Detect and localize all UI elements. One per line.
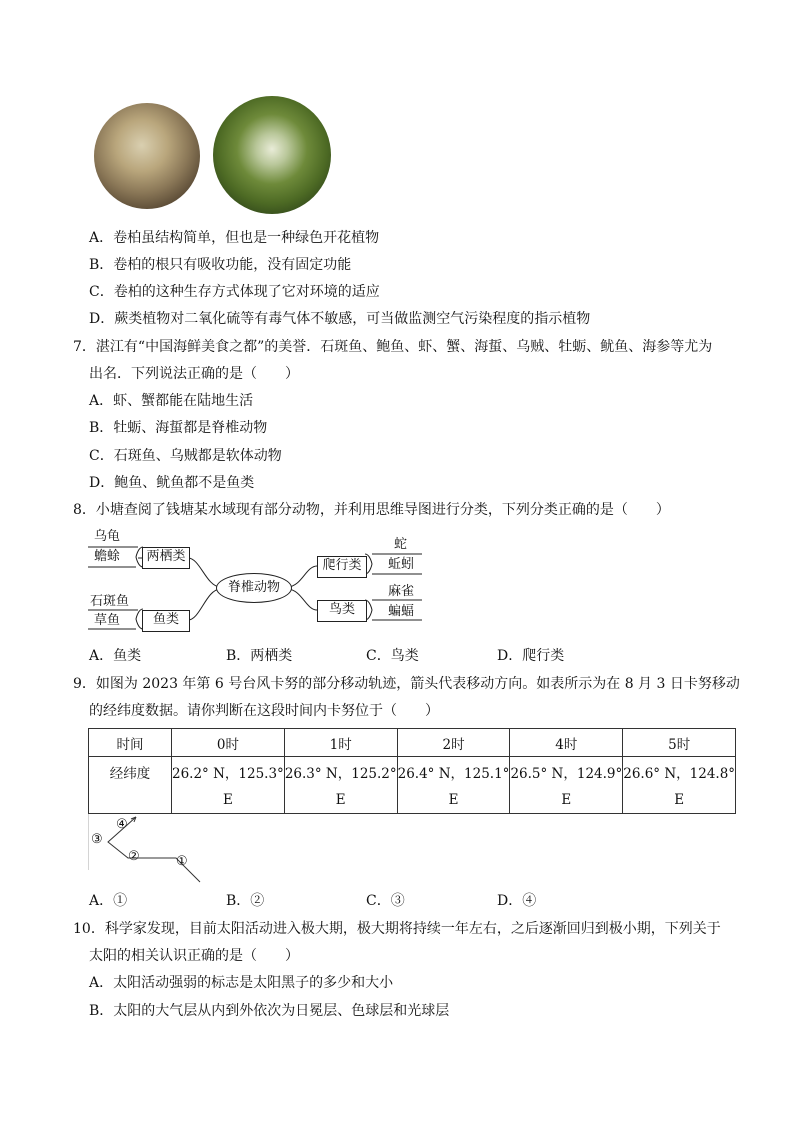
q8-mind-map <box>88 528 428 638</box>
leaf-tortoise: 乌龟 <box>94 529 121 544</box>
leaf-grouper: 石斑鱼 <box>90 594 130 609</box>
table-cell <box>510 757 623 814</box>
category-bird <box>317 600 367 622</box>
q7-option-a: A．虾、蟹都能在陆地生活 <box>89 393 254 409</box>
category-fish <box>142 610 190 632</box>
coord-suffix: E <box>448 792 459 808</box>
category-reptile <box>317 556 367 578</box>
category-amphibian-label: 两栖类 <box>146 549 186 564</box>
mind-map-center-label: 脊椎动物 <box>227 580 280 595</box>
q9-option-b: B．② <box>226 893 265 909</box>
q7-option-b: B．牡蛎、海蜇都是脊椎动物 <box>89 420 268 436</box>
leaf-earthworm: 蚯蚓 <box>388 557 415 572</box>
mind-map-center <box>216 573 292 603</box>
leaf-toad: 蟾蜍 <box>94 549 121 564</box>
q6-option-b: B．卷柏的根只有吸收功能，没有固定功能 <box>89 257 352 273</box>
track-marker-2: ② <box>128 849 140 864</box>
coord-2h: 26.4° N，125.1° <box>397 766 510 782</box>
table-cell <box>172 757 285 814</box>
category-bird-label: 鸟类 <box>328 602 355 617</box>
table-header-4h: 4时 <box>510 729 623 757</box>
q10-option-b: B．太阳的大气层从内到外依次为日冕层、色球层和光球层 <box>89 1003 450 1019</box>
q8-option-b: B．两栖类 <box>226 648 293 664</box>
leaf-bat: 蝙蝠 <box>388 604 415 619</box>
typhoon-track-path <box>88 814 204 886</box>
q9-stem-line1: 9．如图为 2023 年第 6 号台风卡努的部分移动轨迹，箭头代表移动方向。如表所示为在 8 月 3 日卡努移动 <box>73 676 740 692</box>
coord-suffix: E <box>335 792 346 808</box>
coord-suffix: E <box>674 792 685 808</box>
table-cell <box>284 757 397 814</box>
q9-stem-line2: 的经纬度数据。请你判断在这段时间内卡努位于（ ） <box>89 703 439 719</box>
table-row-label <box>89 757 172 814</box>
dry-spikemoss-photo <box>94 103 200 209</box>
coord-suffix: E <box>561 792 572 808</box>
typhoon-coordinate-table <box>88 728 736 814</box>
category-fish-label: 鱼类 <box>152 612 179 627</box>
leaf-sparrow: 麻雀 <box>388 584 415 599</box>
leaf-grass-carp: 草鱼 <box>94 613 121 628</box>
table-cell <box>397 757 510 814</box>
track-marker-3: ③ <box>91 832 103 847</box>
green-spikemoss-photo <box>213 96 331 214</box>
coord-1h: 26.3° N，125.2° <box>284 766 397 782</box>
q7-option-c: C．石斑鱼、乌贼都是软体动物 <box>89 448 282 464</box>
track-marker-1: ① <box>176 854 188 869</box>
q9-option-c: C．③ <box>366 893 405 909</box>
q6-option-a: A．卷柏虽结构简单，但也是一种绿色开花植物 <box>89 230 380 246</box>
q9-option-a: A．① <box>89 893 128 909</box>
coord-4h: 26.5° N，124.9° <box>510 766 623 782</box>
table-header-time: 时间 <box>89 729 172 757</box>
table-header-0h: 0时 <box>172 729 285 757</box>
table-row-label-text: 经纬度 <box>109 766 151 782</box>
coord-0h: 26.2° N，125.3° <box>172 766 284 782</box>
coord-5h: 26.6° N，124.8° <box>623 766 736 782</box>
q6-option-d: D．蕨类植物对二氧化硫等有毒气体不敏感，可当做监测空气污染程度的指示植物 <box>89 311 591 327</box>
q10-stem-line2: 太阳的相关认识正确的是（ ） <box>89 948 299 964</box>
table-header-5h: 5时 <box>623 729 736 757</box>
coord-suffix: E <box>222 792 233 808</box>
category-amphibian <box>142 547 190 569</box>
q6-option-c: C．卷柏的这种生存方式体现了它对环境的适应 <box>89 284 380 300</box>
q7-stem-line2: 出名．下列说法正确的是（ ） <box>89 366 299 382</box>
q8-option-a: A．鱼类 <box>89 648 142 664</box>
q8-option-d: D．爬行类 <box>497 648 565 664</box>
leaf-snake: 蛇 <box>394 537 408 552</box>
table-cell <box>623 757 736 814</box>
table-header-1h: 1时 <box>284 729 397 757</box>
q8-option-c: C．鸟类 <box>366 648 419 664</box>
q7-option-d: D．鲍鱼、鱿鱼都不是鱼类 <box>89 475 255 491</box>
q7-stem-line1: 7．湛江有“中国海鲜美食之都”的美誉．石斑鱼、鲍鱼、虾、蟹、海蜇、乌贼、牡蛎、鱿鱼、海参等尤为 <box>73 339 713 355</box>
q10-stem-line1: 10．科学家发现，目前太阳活动进入极大期，极大期将持续一年左右，之后逐渐回归到极小期，下列关于 <box>73 921 721 937</box>
category-reptile-label: 爬行类 <box>322 558 362 573</box>
table-header-2h: 2时 <box>397 729 510 757</box>
q10-option-a: A．太阳活动强弱的标志是太阳黑子的多少和大小 <box>89 975 394 991</box>
typhoon-track-figure <box>88 814 204 886</box>
q8-stem: 8．小塘查阅了钱塘某水域现有部分动物，并利用思维导图进行分类，下列分类正确的是（ ） <box>73 502 670 518</box>
track-marker-4: ④ <box>116 817 128 832</box>
q9-option-d: D．④ <box>497 893 537 909</box>
